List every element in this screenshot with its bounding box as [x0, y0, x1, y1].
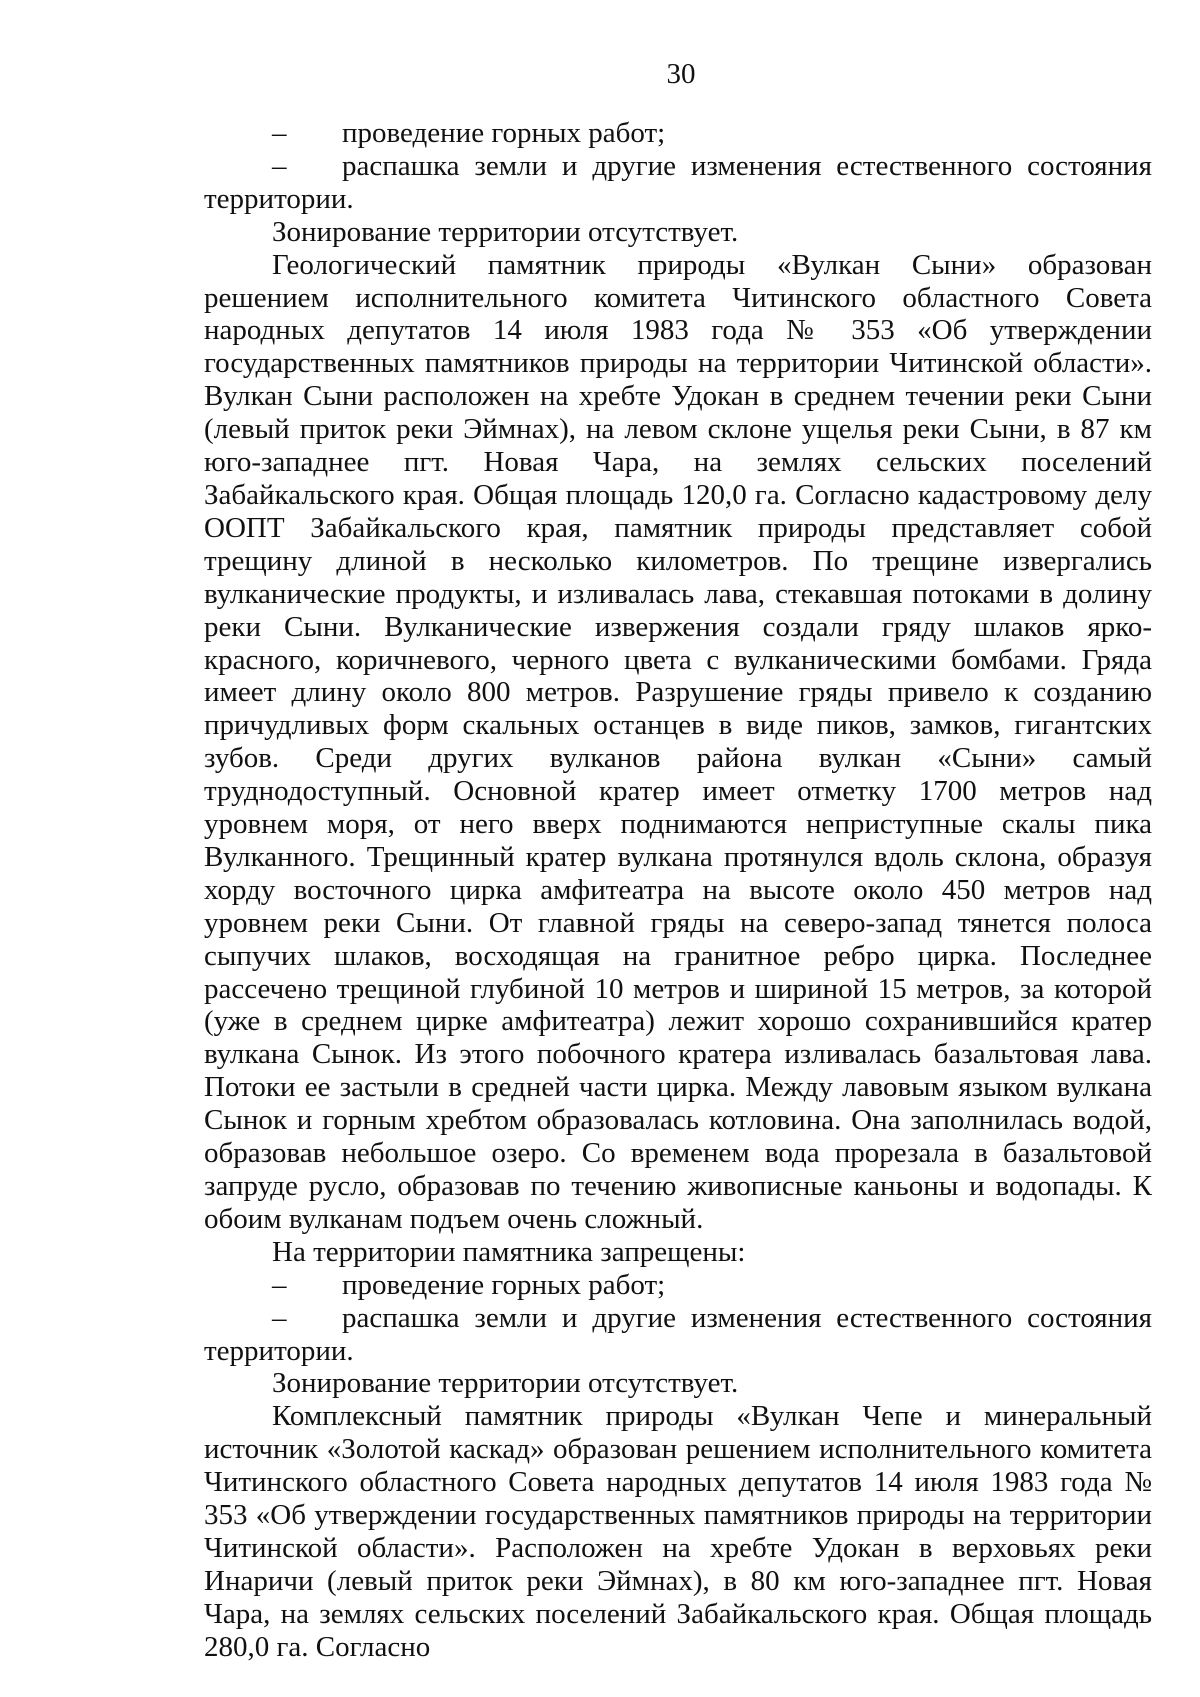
page-number: 30 — [666, 58, 696, 90]
bullet-marker: – — [272, 117, 287, 149]
bullet-item — [204, 117, 1152, 150]
bullet-text: проведение горных работ; — [342, 1268, 666, 1301]
bullet-text: проведение горных работ; — [342, 117, 666, 149]
bullet-marker: – — [272, 149, 287, 182]
paragraph: На территории памятника запрещены: — [272, 1235, 746, 1268]
bullet-text: распашка земли и другие изменения естественного состояния территории. — [204, 1301, 1152, 1367]
bullet-item — [204, 150, 1152, 216]
bullet-text: распашка земли и другие изменения естественного состояния территории. — [204, 149, 1152, 215]
bullet-item — [204, 1269, 1152, 1302]
paragraph: Зонирование территории отсутствует. — [272, 1367, 739, 1400]
bullet-item — [204, 1302, 1152, 1368]
paragraph: Зонирование территории отсутствует. — [272, 215, 739, 248]
paragraph: Геологический памятник природы «Вулкан Сыни» образован решением исполнительного комитета Читинского областного Совета народных депутатов 14 июля 1983 года № 353 «Об утверждении государственных памятников природы на территории Читинской области». Вулкан Сыни расположен на хребте Удокан в среднем течении реки Сыни (левый приток реки Эймнах), на левом склоне ущелья реки Сыни, в 87 км юго-западнее пгт. Новая Чара, на землях сельских поселений Забайкальского края. Общая площадь 120,0 га. Согласно кадастровому делу ООПТ Забайкальского края, памятник природы представляет собой трещину длиной в несколько километров. По трещине извергались вулканические продукты, и изливалась лава, стекавшая потоками в долину реки Сыни. Вулканические извержения создали гряду шлаков ярко-красного, коричневого, черного цвета с вулканическими бомбами. Гряда имеет длину около 800 метров. Разрушение гряды привело к созданию причудливых форм скальных останцев в виде пиков, замков, гигантских зубов. Среди других вулканов района вулкан «Сыни» самый труднодоступный. Основной кратер имеет отметку 1700 метров над уровнем моря, от него вверх поднимаются неприступные скалы пика Вулканного. Трещинный кратер вулкана протянулся вдоль склона, образуя хорду восточного цирка амфитеатра на высоте около 450 метров над уровнем реки Сыни. От главной гряды на северо-запад тянется полоса сыпучих шлаков, восходящая на гранитное ребро цирка. Последнее рассечено трещиной глубиной 10 метров и шириной 15 метров, за которой (уже в среднем цирке амфитеатра) лежит хорошо сохранившийся кратер вулкана Сынок. Из этого побочного кратера изливалась базальтовая лава. Потоки ее застыли в средней части цирка. Между лавовым языком вулкана Сынок и горным хребтом образовалась котловина. Она заполнилась водой, образовав небольшое озеро. Со временем вода прорезала в базальтовой запруде русло, образовав по течению живописные каньоны и водопады. К обоим вулканам подъем очень сложный. — [204, 248, 1152, 1235]
document-body — [204, 117, 1152, 1664]
paragraph: Комплексный памятник природы «Вулкан Чепе и минеральный источник «Золотой каскад» образован решением исполнительного комитета Читинского областного Совета народных депутатов 14 июля 1983 года № 353 «Об утверждении государственных памятников природы на территории Читинской области». Расположен на хребте Удокан в верховьях реки Инаричи (левый приток реки Эймнах), в 80 км юго-западнее пгт. Новая Чара, на землях сельских поселений Забайкальского края. Общая площадь 280,0 га. Согласно — [204, 1400, 1152, 1663]
bullet-marker: – — [272, 1301, 287, 1334]
bullet-marker: – — [272, 1268, 287, 1301]
